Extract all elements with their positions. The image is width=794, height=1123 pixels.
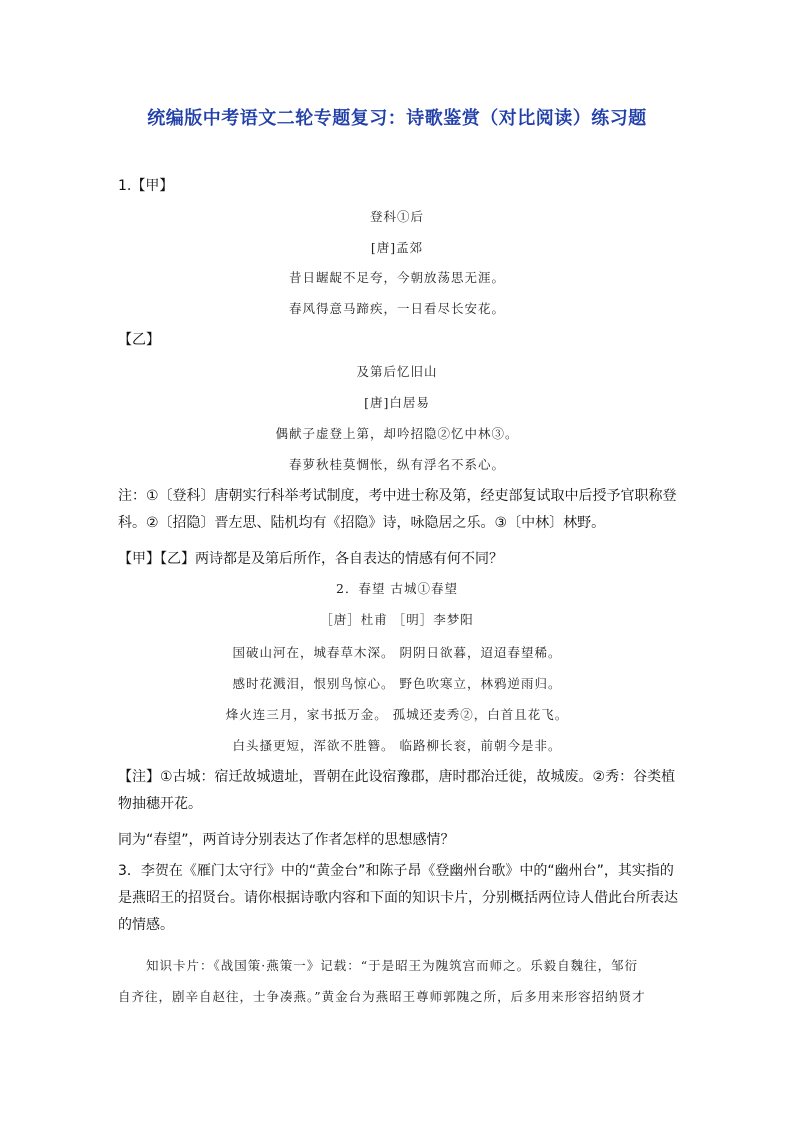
q2-line-4: 白头搔更短，浑欲不胜簪。 临路柳长衮，前朝今是非。 — [232, 738, 562, 753]
poem-yi-title: 及第后忆旧山 — [356, 364, 438, 379]
poem-jia-line-1: 昔日龌龊不足夸，今朝放荡思无涯。 — [288, 270, 505, 285]
q2-line-1: 国破山河在，城春草木深。 阴阴日欲暮，迢迢春望稀。 — [232, 645, 562, 660]
q1-label-jia: 1.【甲】 — [118, 178, 174, 194]
page-title: 统编版中考语文二轮专题复习：诗歌鉴赏（对比阅读）练习题 — [147, 108, 647, 129]
q2-line-3: 烽火连三月，家书抵万金。 孤城还麦秀②，白首且花飞。 — [225, 707, 569, 722]
poem-yi-line-2: 春萝秋桂莫惆怅，纵有浮名不系心。 — [288, 457, 505, 472]
q1-note: 注：①〔登科〕唐朝实行科举考试制度，考中进士称及第，经吏部复试取中后授予官职称登科。②〔招隐〕晋左思、陆机均有《招隐》诗，咏隐居之乐。③〔中林〕林野。 — [118, 488, 677, 531]
q3-text: 3．李贺在《雁门太守行》中的“黄金台”和陈子昂《登幽州台歌》中的“幽州台”，其实指的是燕昭王的招贤台。请你根据诗歌内容和下面的知识卡片，分别概括两位诗人借此台所表达的情感。 — [118, 863, 678, 933]
knowledge-card-line-1: 知识卡片：《战国策·燕策一》记载：“于是昭王为隗筑宫而师之。乐毅自魏往，邹衍 — [146, 958, 639, 973]
poem-jia-line-2: 春风得意马蹄疾，一日看尽长安花。 — [288, 301, 505, 316]
q2-line-2: 感时花溅泪，恨别鸟惊心。 野色吹寒立，林鸦逆雨归。 — [232, 676, 562, 691]
q1-label-yi: 【乙】 — [118, 332, 160, 348]
knowledge-card-line-2: 自齐往，剧辛自赵往，士争凑燕。”黄金台为燕昭王尊师郭隗之所，后多用来形容招纳贤才 — [118, 989, 646, 1004]
q2-title: 2．春望 古城①春望 — [336, 581, 458, 596]
poem-yi-author: [唐]白居易 — [364, 395, 430, 410]
q1-question: 【甲】【乙】两诗都是及第后所作，各自表达的情感有何不同？ — [118, 551, 503, 567]
poem-jia-author: [唐]孟郊 — [370, 240, 424, 255]
q2-note: 【注】①古城：宿迁故城遗址，晋朝在此设宿豫郡，唐时郡治迁徙，故城废。②秀：谷类植物抽穗开花。 — [118, 769, 676, 812]
poem-jia-title: 登科①后 — [369, 209, 424, 224]
q2-question: 同为“春望”，两首诗分别表达了作者怎样的思想感情？ — [118, 832, 455, 848]
q2-authors: ［唐］杜甫 ［明］李梦阳 — [320, 612, 474, 627]
poem-yi-line-1: 偶献子虚登上第，却吟招隐②忆中林③。 — [275, 426, 519, 441]
